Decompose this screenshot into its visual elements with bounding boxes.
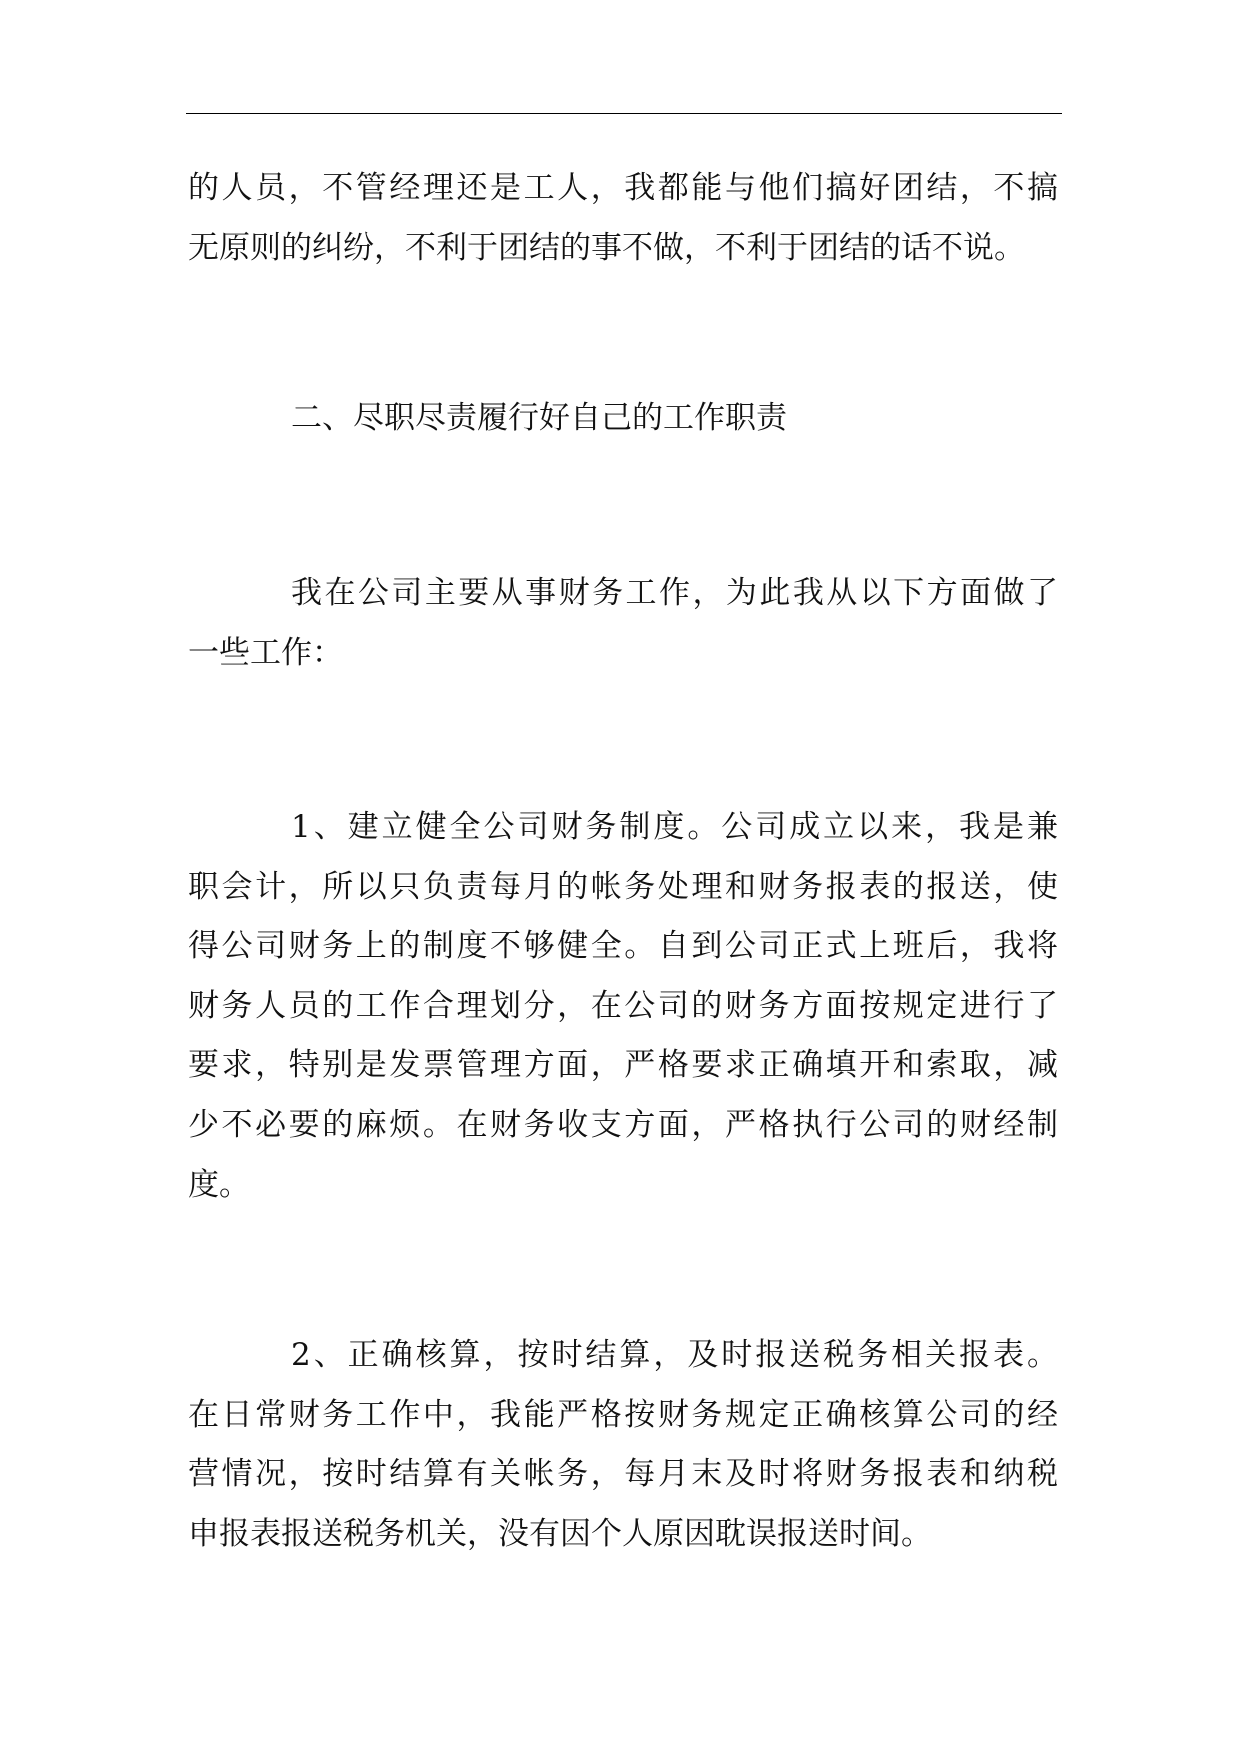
item-1-line-5: 要求，特别是发票管理方面，严格要求正确填开和索取，减	[188, 1047, 1058, 1083]
paragraph-2-line-2: 一些工作：	[188, 635, 343, 671]
item-1-line-3: 得公司财务上的制度不够健全。自到公司正式上班后，我将	[188, 928, 1058, 964]
header-rule	[186, 113, 1062, 114]
item-2-line-1: 2、正确核算，按时结算，及时报送税务相关报表。	[291, 1337, 1058, 1373]
item-2-line-4: 申报表报送税务机关，没有因个人原因耽误报送时间。	[188, 1516, 932, 1552]
item-1-line-7: 度。	[188, 1167, 250, 1203]
item-1-line-1: 1、建立健全公司财务制度。公司成立以来，我是兼	[291, 809, 1058, 845]
paragraph-1-line-1: 的人员，不管经理还是工人，我都能与他们搞好团结，不搞	[188, 170, 1058, 206]
item-2-line-2: 在日常财务工作中，我能严格按财务规定正确核算公司的经	[188, 1397, 1058, 1433]
paragraph-1-line-2: 无原则的纠纷，不利于团结的事不做，不利于团结的话不说。	[188, 230, 1025, 266]
section-heading-2: 二、尽职尽责履行好自己的工作职责	[291, 400, 787, 436]
paragraph-2-line-1: 我在公司主要从事财务工作，为此我从以下方面做了	[291, 575, 1058, 611]
item-1-line-6: 少不必要的麻烦。在财务收支方面，严格执行公司的财经制	[188, 1107, 1058, 1143]
item-2-line-3: 营情况，按时结算有关帐务，每月末及时将财务报表和纳税	[188, 1456, 1058, 1492]
item-1-line-2: 职会计，所以只负责每月的帐务处理和财务报表的报送，使	[188, 869, 1058, 905]
item-1-line-4: 财务人员的工作合理划分，在公司的财务方面按规定进行了	[188, 988, 1058, 1024]
